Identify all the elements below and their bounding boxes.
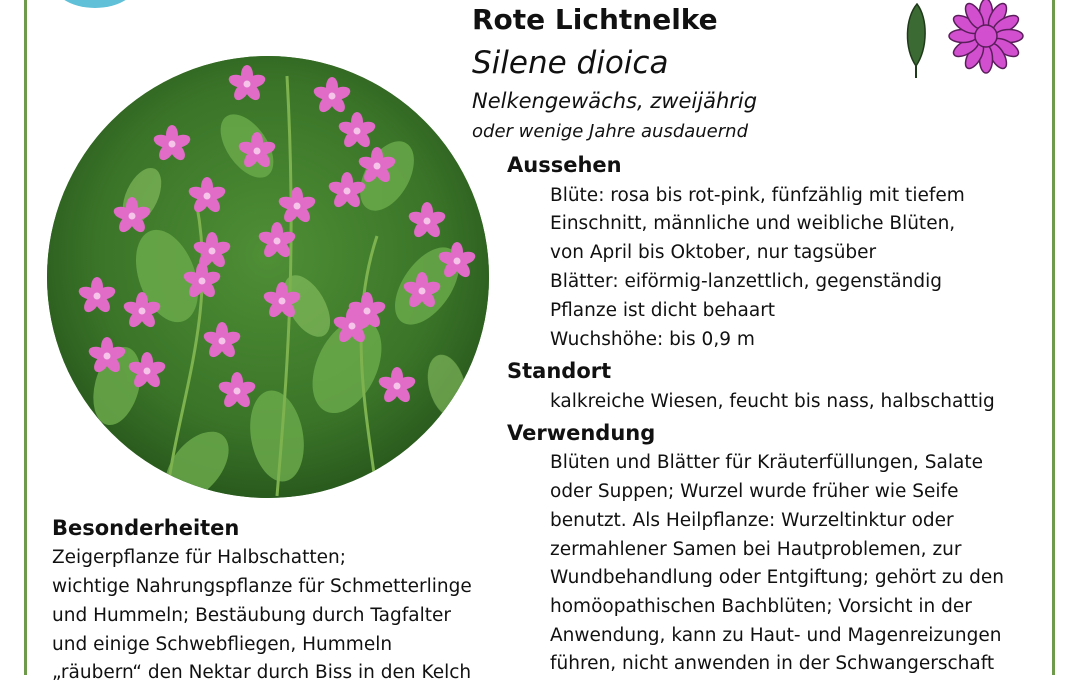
verwendung-line: oder Suppen; Wurzel wurde früher wie Seife (550, 481, 959, 502)
standort-line: kalkreiche Wiesen, feucht bis nass, halbschattig (550, 391, 995, 412)
icon-group (900, 0, 1030, 82)
aussehen-line: Pflanze ist dicht behaart (550, 300, 776, 321)
verwendung-line: Anwendung, kann zu Haut- und Magenreizungen (550, 625, 1002, 646)
corner-decoration (50, 0, 140, 8)
plant-family: Nelkengewächs, zweijährig (472, 89, 758, 113)
page-title: Rote Lichtnelke (472, 3, 718, 36)
verwendung-line: homöopathischen Bachblüten; Vorsicht in der (550, 596, 972, 617)
section-heading-besonderheiten: Besonderheiten (52, 516, 240, 540)
aussehen-line: Einschnitt, männliche und weibliche Blüten, (550, 213, 956, 234)
plant-photo-drawing (47, 56, 489, 498)
besonderheiten-line: Zeigerpflanze für Halbschatten; (52, 547, 346, 568)
section-heading-standort: Standort (507, 359, 612, 383)
aussehen-line: Blätter: eiförmig-lanzettlich, gegenständig (550, 271, 942, 292)
section-heading-aussehen: Aussehen (507, 153, 622, 177)
section-heading-verwendung: Verwendung (507, 421, 656, 445)
latin-name: Silene dioica (472, 45, 669, 81)
besonderheiten-line: wichtige Nahrungspflanze für Schmetterlinge (52, 576, 472, 597)
besonderheiten-line: und einige Schwebfliegen, Hummeln (52, 634, 393, 655)
leaf-icon (907, 4, 925, 78)
besonderheiten-line: und Hummeln; Bestäubung durch Tagfalter (52, 605, 451, 626)
page-frame-left (24, 0, 27, 675)
aussehen-line: Wuchshöhe: bis 0,9 m (550, 329, 755, 350)
aussehen-line: von April bis Oktober, nur tagsüber (550, 242, 877, 263)
page-frame-right (1052, 0, 1055, 675)
plant-photo (47, 56, 489, 498)
verwendung-line: zermahlener Samen bei Hautproblemen, zur (550, 539, 962, 560)
verwendung-line: Blüten und Blätter für Kräuterfüllungen, Salate (550, 452, 983, 473)
verwendung-line: führen, nicht anwenden in der Schwangerschaft (550, 653, 995, 674)
verwendung-line: benutzt. Als Heilpflanze: Wurzeltinktur oder (550, 510, 954, 531)
flower-icon (949, 0, 1023, 73)
plant-duration: oder wenige Jahre ausdauernd (472, 121, 748, 142)
verwendung-line: Wundbehandlung oder Entgiftung; gehört zu den (550, 567, 1004, 588)
besonderheiten-line: „räubern“ den Nektar durch Biss in den Kelch (52, 662, 472, 683)
aussehen-line: Blüte: rosa bis rot-pink, fünfzählig mit tiefem (550, 185, 965, 206)
